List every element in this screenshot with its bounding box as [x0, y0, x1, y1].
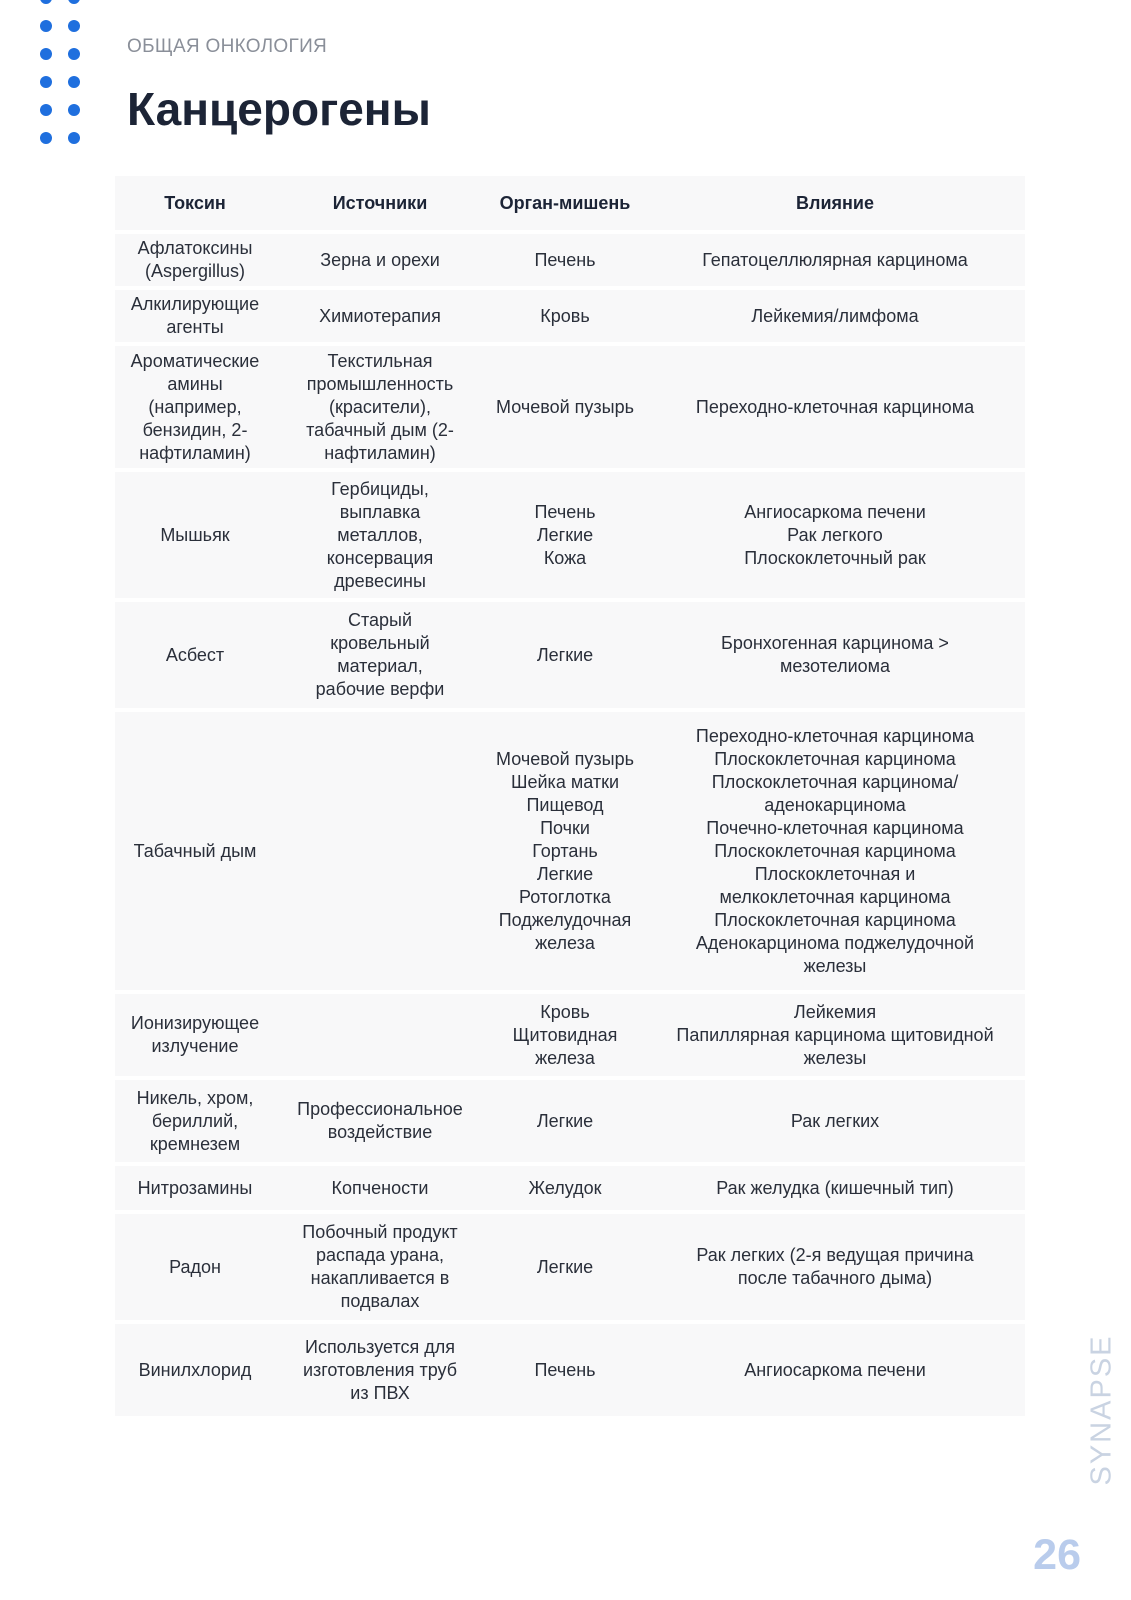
table-row — [115, 346, 1025, 468]
brand-watermark — [1072, 1334, 1131, 1486]
table-row — [115, 472, 1025, 598]
column-header-sources: Источники — [275, 176, 485, 230]
cell-organ: Печень — [485, 234, 645, 286]
table-row — [115, 994, 1025, 1076]
cell-sources — [275, 712, 485, 990]
cell-organ: Кровь Щитовидная железа — [485, 994, 645, 1076]
cell-effect: Рак желудка (кишечный тип) — [645, 1166, 1025, 1210]
cell-toxin: Асбест — [115, 602, 275, 708]
cell-sources: Используется для изготовления труб из ПВХ — [275, 1324, 485, 1416]
cell-organ: Легкие — [485, 602, 645, 708]
cell-toxin: Радон — [115, 1214, 275, 1320]
cell-organ: Мочевой пузырь — [485, 346, 645, 468]
cell-sources: Старый кровельный материал, рабочие верфи — [275, 602, 485, 708]
carcinogens-table — [115, 172, 1025, 1420]
table-header-row — [115, 176, 1025, 230]
cell-sources: Копчености — [275, 1166, 485, 1210]
cell-effect: Ангиосаркома печени Рак легкого Плоскоклеточный рак — [645, 472, 1025, 598]
table-row — [115, 290, 1025, 342]
cell-effect: Переходно-клеточная карцинома — [645, 346, 1025, 468]
table-row — [115, 1080, 1025, 1162]
cell-organ: Желудок — [485, 1166, 645, 1210]
cell-effect: Лейкемия Папиллярная карцинома щитовидной железы — [645, 994, 1025, 1076]
section-label: ОБЩАЯ ОНКОЛОГИЯ — [127, 36, 328, 57]
cell-toxin: Ароматические амины (например, бензидин, 2- нафтиламин) — [115, 346, 275, 468]
cell-toxin: Табачный дым — [115, 712, 275, 990]
page-title: Канцерогены — [127, 83, 431, 135]
cell-toxin: Алкилирующие агенты — [115, 290, 275, 342]
cell-effect: Лейкемия/лимфома — [645, 290, 1025, 342]
page-number: 26 — [1033, 1531, 1081, 1579]
cell-toxin: Нитрозамины — [115, 1166, 275, 1210]
cell-organ: Мочевой пузырь Шейка матки Пищевод Почки Гортань Легкие Ротоглотка Поджелудочная железа — [485, 712, 645, 990]
cell-effect: Рак легких (2-я ведущая причина после табачного дыма) — [645, 1214, 1025, 1320]
column-header-toxin: Токсин — [115, 176, 275, 230]
cell-sources: Зерна и орехи — [275, 234, 485, 286]
cell-sources: Гербициды, выплавка металлов, консервация древесины — [275, 472, 485, 598]
cell-organ: Печень Легкие Кожа — [485, 472, 645, 598]
cell-organ: Легкие — [485, 1214, 645, 1320]
cell-sources — [275, 994, 485, 1076]
cell-organ: Печень — [485, 1324, 645, 1416]
cell-sources: Побочный продукт распада урана, накапливается в подвалах — [275, 1214, 485, 1320]
cell-toxin: Винилхлорид — [115, 1324, 275, 1416]
table-row — [115, 602, 1025, 708]
cell-toxin: Мышьяк — [115, 472, 275, 598]
cell-organ: Легкие — [485, 1080, 645, 1162]
cell-sources: Химиотерапия — [275, 290, 485, 342]
cell-effect: Рак легких — [645, 1080, 1025, 1162]
brand-name: SYNAPSE — [1085, 1334, 1118, 1486]
cell-effect: Переходно-клеточная карцинома Плоскоклеточная карцинома Плоскоклеточная карцинома/ аденокарцинома Почечно-клеточная карцинома Плоскоклеточная карцинома Плоскоклеточная и мелкоклеточная карцинома Плоскоклеточная карцинома Аденокарцинома поджелудочной железы — [645, 712, 1025, 990]
cell-effect: Гепатоцеллюлярная карцинома — [645, 234, 1025, 286]
table-row — [115, 234, 1025, 286]
table-row — [115, 1214, 1025, 1320]
cell-toxin: Никель, хром, бериллий, кремнезем — [115, 1080, 275, 1162]
cell-effect: Ангиосаркома печени — [645, 1324, 1025, 1416]
table-row — [115, 1324, 1025, 1416]
column-header-effect: Влияние — [645, 176, 1025, 230]
cell-toxin: Ионизирующее излучение — [115, 994, 275, 1076]
cell-toxin: Афлатоксины (Aspergillus) — [115, 234, 275, 286]
cell-sources: Профессиональное воздействие — [275, 1080, 485, 1162]
table-row — [115, 712, 1025, 990]
cell-sources: Текстильная промышленность (красители), табачный дым (2- нафтиламин) — [275, 346, 485, 468]
table-row — [115, 1166, 1025, 1210]
carcinogens-table-container — [115, 172, 1025, 1420]
column-header-organ: Орган-мишень — [485, 176, 645, 230]
cell-organ: Кровь — [485, 290, 645, 342]
cell-effect: Бронхогенная карцинома > мезотелиома — [645, 602, 1025, 708]
